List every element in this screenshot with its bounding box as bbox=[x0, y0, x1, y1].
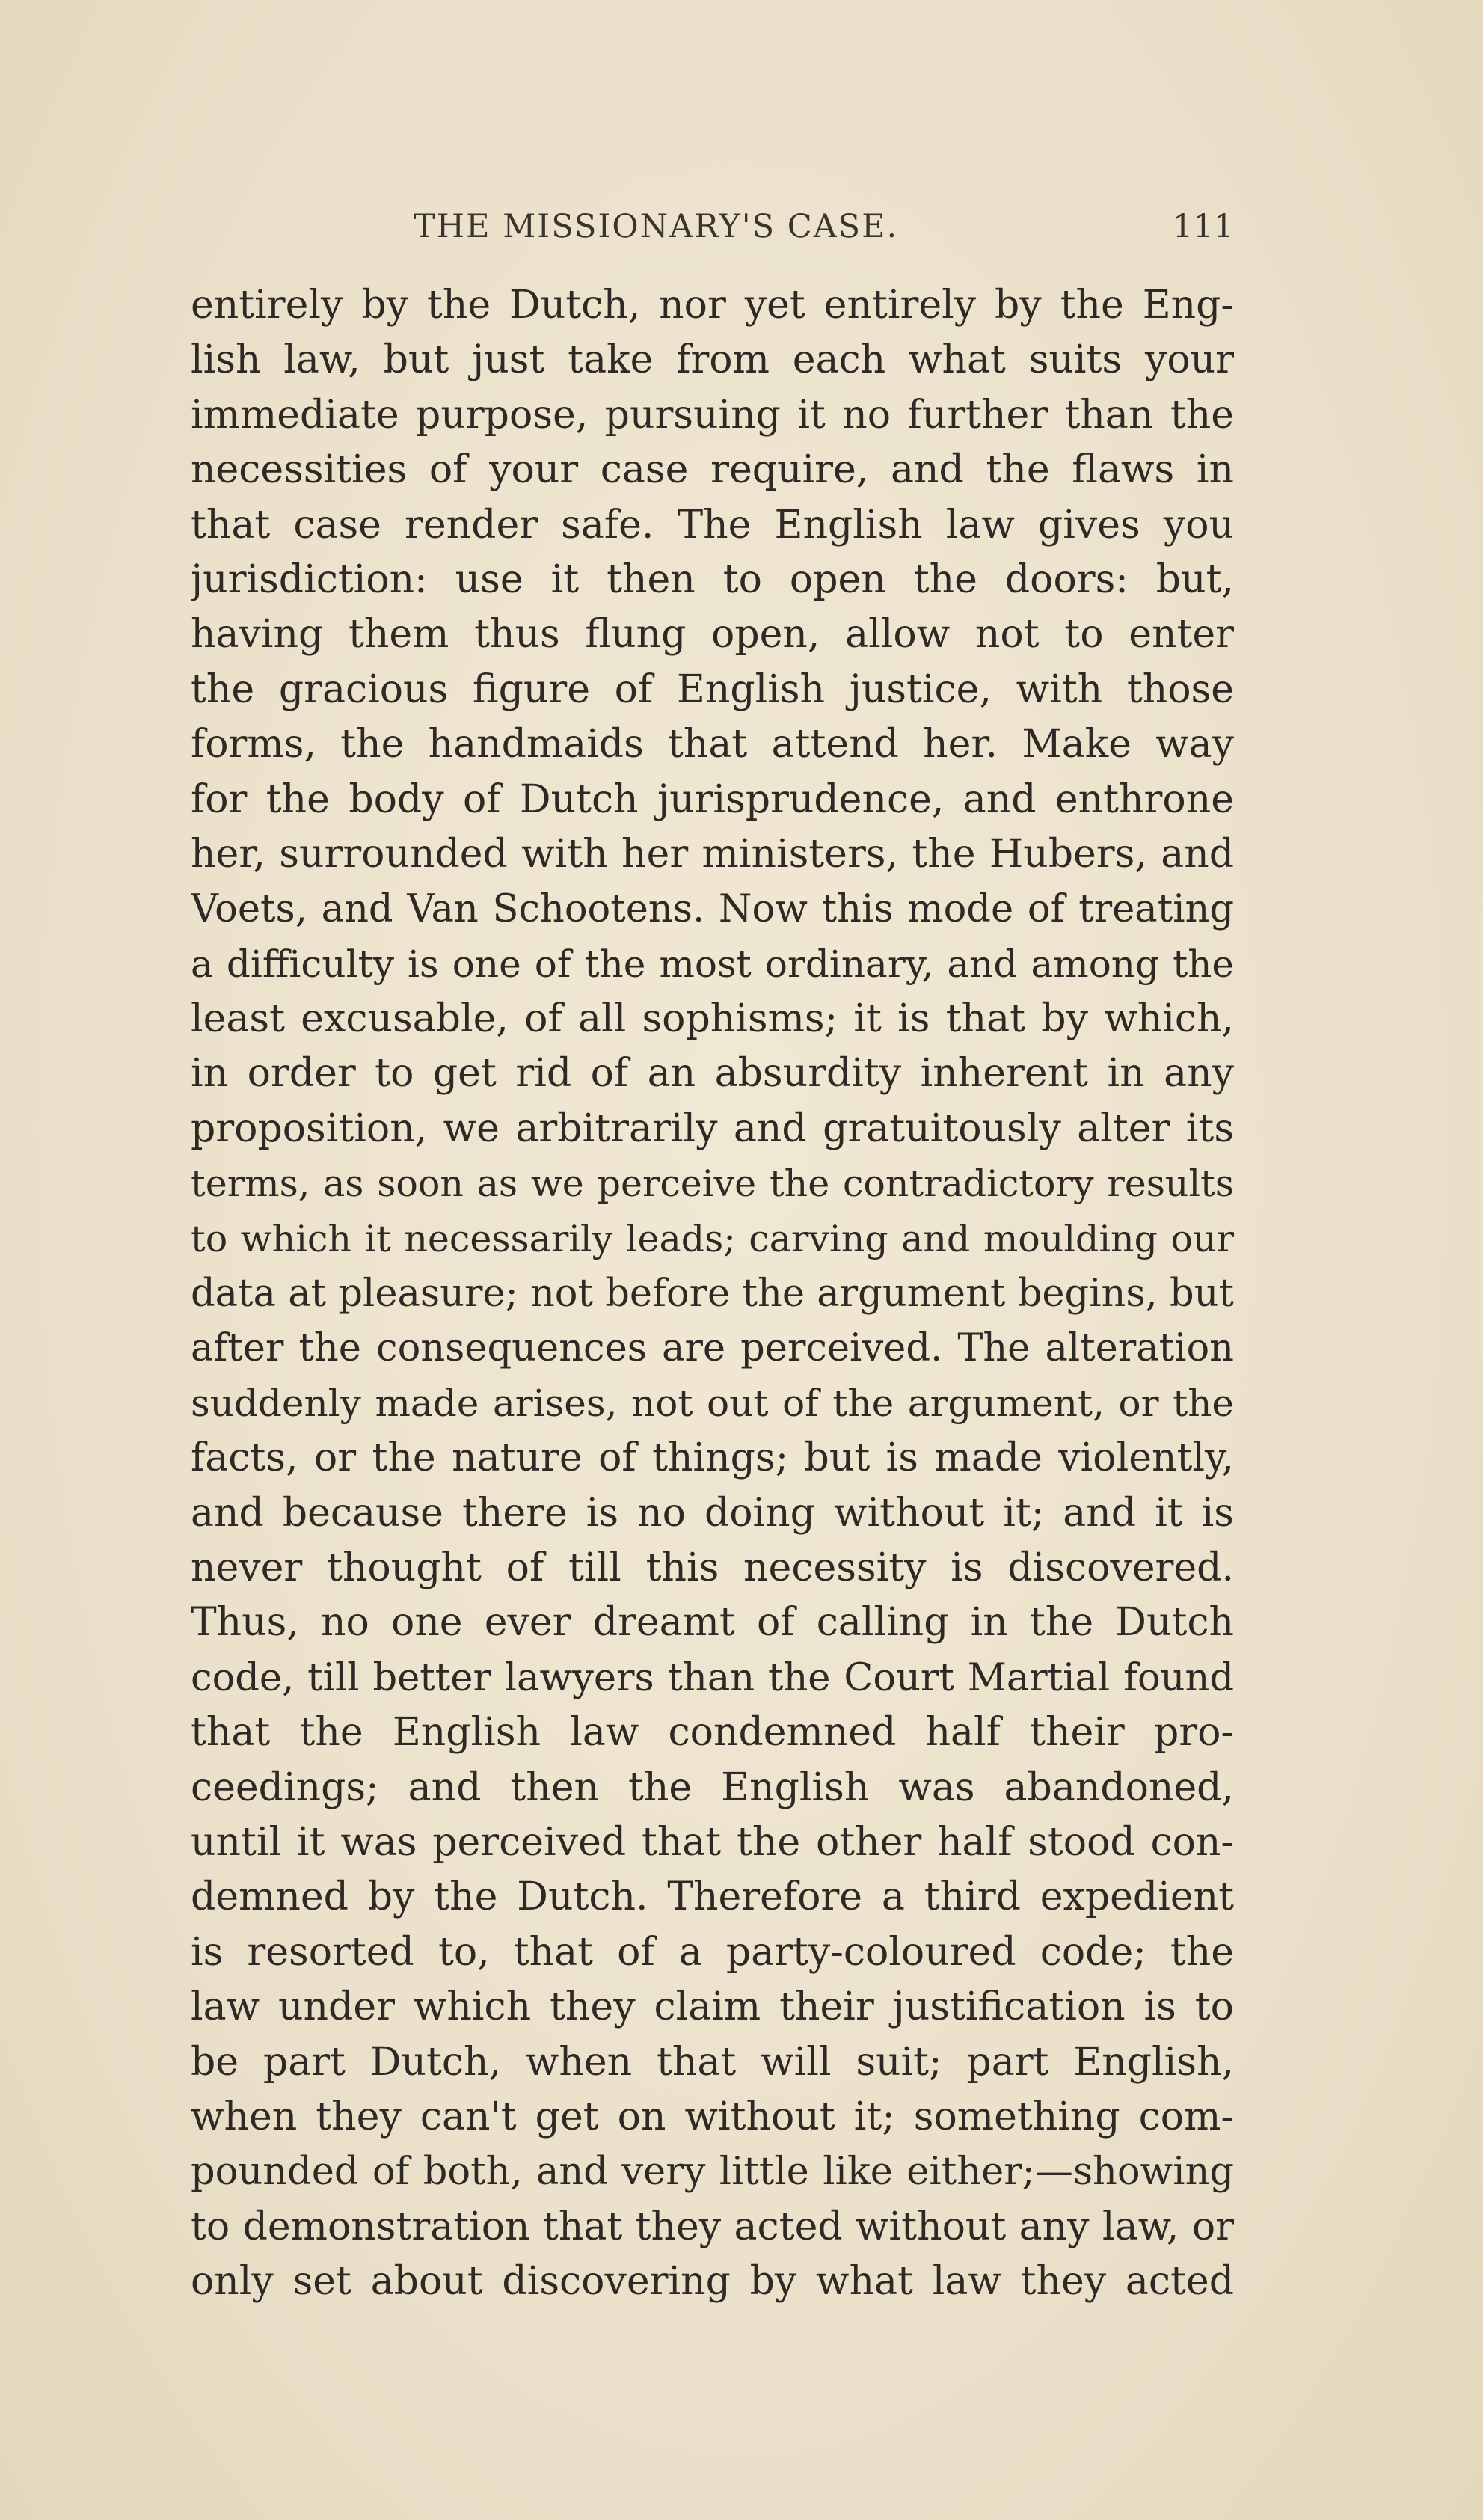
text-line: to demonstration that they acted without any law, or bbox=[191, 2204, 1234, 2249]
text-line: demned by the Dutch. Therefore a third expedient bbox=[191, 1874, 1234, 1920]
text-line: and because there is no doing without it; and it is bbox=[191, 1490, 1234, 1536]
text-line: when they can't get on without it; something com- bbox=[191, 2094, 1234, 2139]
text-line: suddenly made arises, not out of the argument, or the bbox=[191, 1381, 1234, 1425]
text-line: ceedings; and then the English was abandoned, bbox=[191, 1765, 1234, 1810]
text-line: facts, or the nature of things; but is made violently, bbox=[191, 1435, 1234, 1481]
text-line: is resorted to, that of a party-coloured code; the bbox=[191, 1929, 1234, 1975]
text-line: forms, the handmaids that attend her. Make way bbox=[191, 722, 1234, 767]
body-text bbox=[191, 278, 1234, 2309]
text-line: the gracious figure of English justice, with those bbox=[191, 666, 1234, 712]
text-line: least excusable, of all sophisms; it is that by which, bbox=[191, 996, 1234, 1042]
text-line: be part Dutch, when that will suit; part English, bbox=[191, 2039, 1234, 2085]
text-line: until it was perceived that the other half stood con- bbox=[191, 1819, 1234, 1865]
text-line: a difficulty is one of the most ordinary, and among the bbox=[191, 942, 1234, 986]
text-line: only set about discovering by what law they acted bbox=[191, 2259, 1234, 2305]
page-number: 111 bbox=[1172, 208, 1234, 245]
text-line: in order to get rid of an absurdity inherent in any bbox=[191, 1051, 1234, 1097]
text-line: necessities of your case require, and the flaws in bbox=[191, 447, 1234, 493]
text-line: after the consequences are perceived. The alteration bbox=[191, 1326, 1234, 1371]
running-title: THE MISSIONARY'S CASE. bbox=[414, 208, 899, 245]
text-line: immediate purpose, pursuing it no further than the bbox=[191, 392, 1234, 438]
text-line: having them thus flung open, allow not to enter bbox=[191, 612, 1234, 657]
text-line: law under which they claim their justification is to bbox=[191, 1984, 1234, 2030]
text-line: terms, as soon as we perceive the contradictory results bbox=[191, 1162, 1234, 1206]
text-line: entirely by the Dutch, nor yet entirely by the Eng- bbox=[191, 283, 1234, 328]
text-line: proposition, we arbitrarily and gratuitously alter its bbox=[191, 1106, 1234, 1151]
text-line: never thought of till this necessity is discovered. bbox=[191, 1545, 1234, 1590]
text-line: Thus, no one ever dreamt of calling in the Dutch bbox=[191, 1600, 1234, 1646]
text-line: jurisdiction: use it then to open the doors: but, bbox=[191, 557, 1234, 602]
text-line: that the English law condemned half their pro- bbox=[191, 1710, 1234, 1756]
text-line: to which it necessarily leads; carving and moulding our bbox=[191, 1217, 1234, 1260]
text-line: that case render safe. The English law gives you bbox=[191, 502, 1234, 548]
text-line: Voets, and Van Schootens. Now this mode of treating bbox=[191, 887, 1234, 932]
text-line: code, till better lawyers than the Court Martial found bbox=[191, 1655, 1234, 1700]
text-line: data at pleasure; not before the argument begins, but bbox=[191, 1272, 1234, 1316]
page-header bbox=[191, 208, 1234, 260]
text-line: for the body of Dutch jurisprudence, and enthrone bbox=[191, 776, 1234, 822]
text-line: her, surrounded with her ministers, the Hubers, and bbox=[191, 831, 1234, 877]
text-line: lish law, but just take from each what suits your bbox=[191, 337, 1234, 383]
text-line: pounded of both, and very little like either;—showing bbox=[191, 2150, 1234, 2195]
